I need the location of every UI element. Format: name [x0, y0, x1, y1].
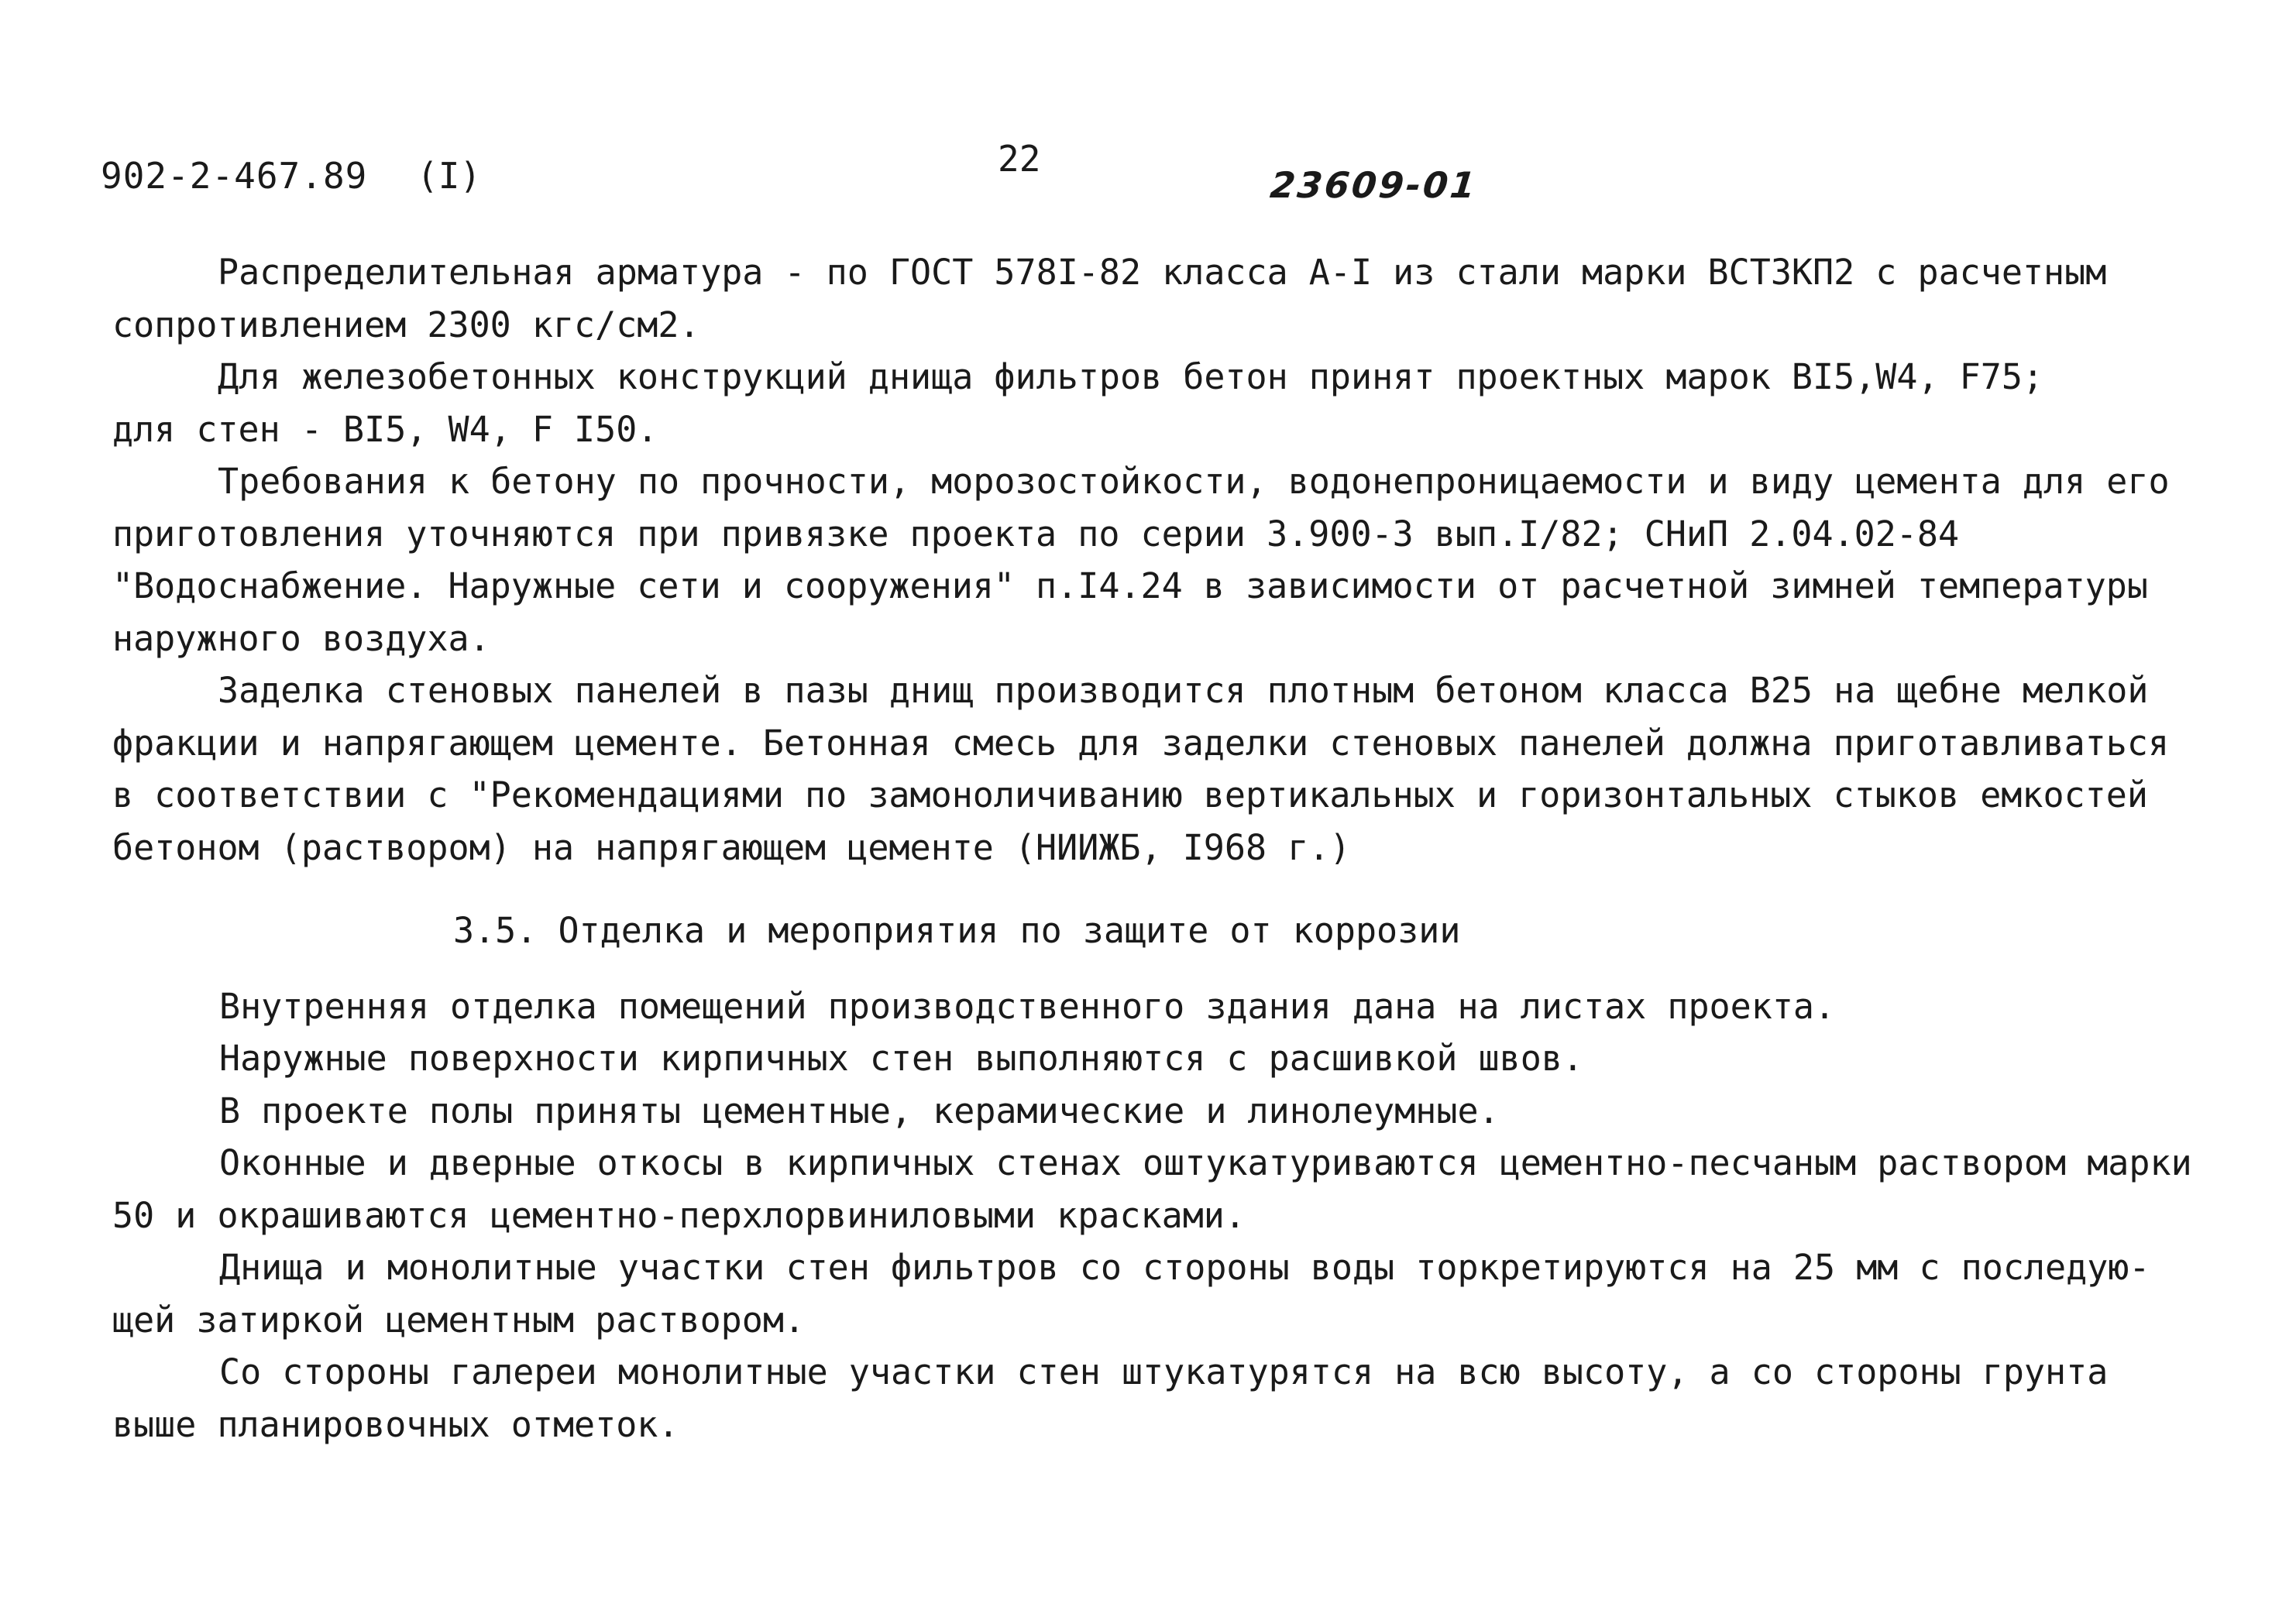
text-line: бетоном (раствором) на напрягающем цементе (НИИЖБ, I968 г.) — [112, 826, 1351, 868]
text-line: Требования к бетону по прочности, морозостойкости, водонепроницаемости и виду цемента для его — [218, 461, 2170, 502]
text-line: Со стороны галереи монолитные участки стен штукатурятся на всю высоту, а со стороны грунта — [219, 1351, 2109, 1392]
text-line: Заделка стеновых панелей в пазы днищ производится плотным бетоном класса В25 на щебне мелкой — [218, 670, 2149, 711]
text-line: сопротивлением 2300 кгс/см2. — [112, 304, 700, 345]
text-line: выше планировочных отметок. — [112, 1403, 679, 1445]
document-code: 902-2-467.89 — [101, 155, 368, 197]
text-line: фракции и напрягающем цементе. Бетонная смесь для заделки стеновых панелей должна приготавливаться — [112, 722, 2170, 764]
document-part: (I) — [417, 155, 482, 197]
text-line: Внутренняя отделка помещений производственного здания дана на листах проекта. — [219, 985, 1836, 1027]
handwritten-stamp: 23609-01 — [1268, 164, 1480, 206]
text-line: 50 и окрашиваются цементно-перхлорвиниловыми красками. — [112, 1194, 1246, 1236]
document-body — [112, 246, 2204, 1451]
text-line: наружного воздуха. — [112, 617, 490, 659]
text-line: Распределительная арматура - по ГОСТ 578I-82 класса А-I из стали марки ВСТ3КП2 с расчетным — [218, 252, 2107, 293]
text-line: щей затиркой цементным раствором. — [112, 1299, 806, 1341]
text-line: "Водоснабжение. Наружные сети и сооружения" п.I4.24 в зависимости от расчетной зимней температуры — [112, 565, 2148, 606]
text-line: Днища и монолитные участки стен фильтров со стороны воды торкретируются на 25 мм с последую- — [219, 1247, 2150, 1288]
text-line: В проекте полы приняты цементные, керамические и линолеумные. — [219, 1090, 1500, 1131]
text-line: приготовления уточняются при привязке проекта по серии 3.900-3 вып.I/82; СНиП 2.04.02-84 — [112, 513, 1960, 555]
text-line: для стен - BI5, W4, F I50. — [112, 408, 658, 450]
text-line: в соответствии с "Рекомендациями по замоноличиванию вертикальных и горизонтальных стыков емкостей — [112, 774, 2148, 815]
section-title: 3.5. Отделка и мероприятия по защите от коррозии — [453, 910, 1461, 951]
text-line: Оконные и дверные откосы в кирпичных стенах оштукатуриваются цементно-песчаным раствором марки — [219, 1142, 2192, 1183]
text-line: Для железобетонных конструкций днища фильтров бетон принят проектных марок BI5,W4, F75; — [218, 356, 2044, 397]
page-number: 22 — [998, 138, 1041, 180]
text-line: Наружные поверхности кирпичных стен выполняются с расшивкой швов. — [219, 1038, 1583, 1079]
